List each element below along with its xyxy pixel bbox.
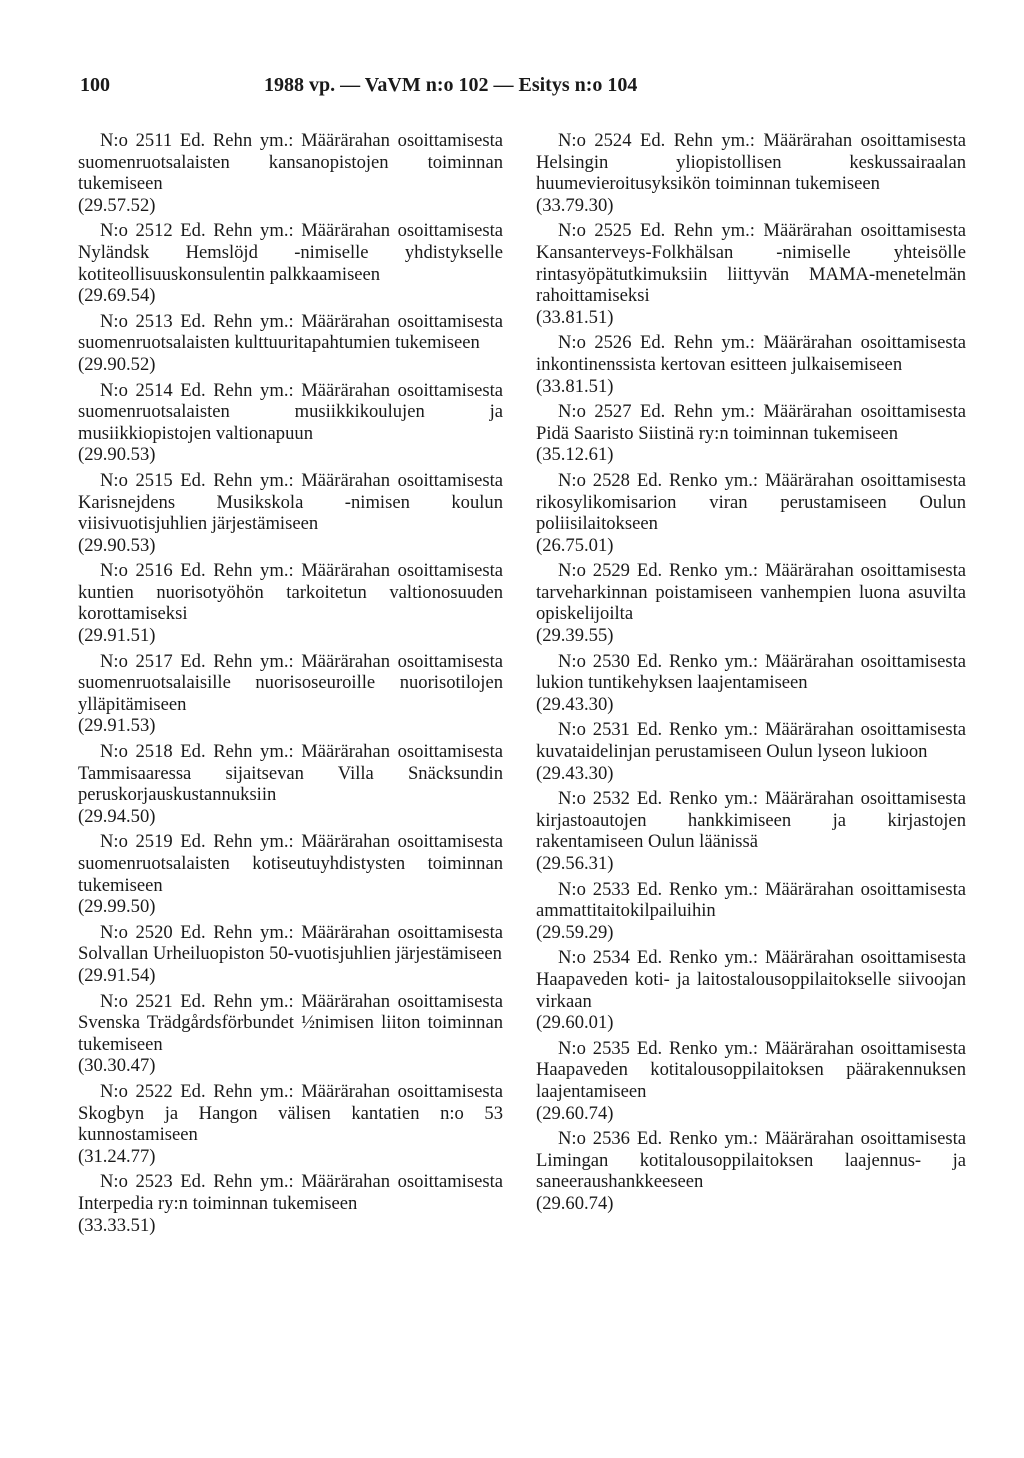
motion-title: Määrärahan osoittamisesta Haapaveden kotitalousoppilaitoksen päärakennuksen laajentamiseen <box>536 1037 966 1102</box>
motion-number: N:o 2526 Ed. Rehn ym.: <box>558 332 755 354</box>
motion-entry <box>78 560 503 646</box>
motion-entry <box>78 130 503 216</box>
budget-item-code: (29.69.54) <box>78 285 156 307</box>
page-number: 100 <box>80 74 110 96</box>
budget-item-code: (35.12.61) <box>536 444 614 466</box>
motion-number: N:o 2518 Ed. Rehn ym.: <box>100 741 294 763</box>
motion-entry <box>536 1038 966 1124</box>
motion-title: Määrärahan osoittamisesta kuvataidelinjan perustamiseen Oulun lyseon lukioon <box>536 719 966 763</box>
motion-entry <box>536 220 966 328</box>
budget-item-code: (33.79.30) <box>536 194 614 216</box>
motion-title: Määrärahan osoittamisesta Nyländsk Hemslöjd -nimiselle yhdistykselle kotiteollisuuskonsulentin palkkaamiseen <box>78 220 503 285</box>
motion-title: Määrärahan osoittamisesta suomenruotsalaisille nuorisoseuroille nuorisotilojen ylläpitämiseen <box>78 650 503 715</box>
motion-number: N:o 2512 Ed. Rehn ym.: <box>100 220 294 242</box>
budget-item-code: (29.91.54) <box>78 964 156 986</box>
motion-entry <box>78 922 503 987</box>
budget-item-code: (33.33.51) <box>78 1214 156 1236</box>
budget-item-code: (26.75.01) <box>536 534 614 556</box>
motion-number: N:o 2522 Ed. Rehn ym.: <box>100 1080 294 1102</box>
motion-entry <box>536 719 966 784</box>
budget-item-code: (29.57.52) <box>78 194 156 216</box>
motion-entry <box>536 560 966 646</box>
motion-number: N:o 2523 Ed. Rehn ym.: <box>100 1171 294 1193</box>
motion-number: N:o 2520 Ed. Rehn ym.: <box>100 921 294 943</box>
motion-title: Määrärahan osoittamisesta kuntien nuorisotyöhön tarkoitetun valtionosuuden korottamiseksi <box>78 560 503 625</box>
motion-number: N:o 2535 Ed. Renko ym.: <box>558 1037 759 1059</box>
budget-item-code: (29.91.51) <box>78 625 156 647</box>
motion-number: N:o 2524 Ed. Rehn ym.: <box>558 130 755 151</box>
budget-item-code: (29.90.52) <box>78 353 156 375</box>
motion-entry <box>78 220 503 306</box>
motion-number: N:o 2530 Ed. Renko ym.: <box>558 650 759 672</box>
motion-entry <box>536 470 966 556</box>
motion-entry <box>536 788 966 874</box>
motion-number: N:o 2527 Ed. Rehn ym.: <box>558 401 755 423</box>
motion-entry <box>78 380 503 466</box>
budget-item-code: (33.81.51) <box>536 375 614 397</box>
left-column <box>78 130 503 1240</box>
motion-title: Määrärahan osoittamisesta suomenruotsalaisten kansanopistojen toiminnan tukemiseen <box>78 130 504 195</box>
budget-item-code: (29.94.50) <box>78 805 156 827</box>
motion-entry <box>78 831 503 917</box>
budget-item-code: (31.24.77) <box>78 1145 156 1167</box>
motion-number: N:o 2528 Ed. Renko ym.: <box>558 469 759 491</box>
motion-title: Määrärahan osoittamisesta Pidä Saaristo Siistinä ry:n toiminnan tukemiseen <box>536 401 966 444</box>
budget-item-code: (29.60.74) <box>536 1192 614 1214</box>
budget-item-code: (29.43.30) <box>536 762 614 784</box>
motion-title: Määrärahan osoittamisesta kirjastoautojen hankkimiseen ja kirjastojen rakentamiseen Oulun läänissä <box>536 788 966 853</box>
budget-item-code: (33.81.51) <box>536 306 614 328</box>
motion-number: N:o 2533 Ed. Renko ym.: <box>558 878 759 900</box>
motion-number: N:o 2534 Ed. Renko ym.: <box>558 947 759 969</box>
right-column <box>536 130 966 1219</box>
budget-item-code: (30.30.47) <box>78 1055 156 1077</box>
motion-entry <box>536 401 966 466</box>
running-title: 1988 vp. — VaVM n:o 102 — Esitys n:o 104 <box>264 74 638 96</box>
motion-title: Määrärahan osoittamisesta tarveharkinnan poistamiseen vanhempien luona asuvilta opiskelijoilta <box>536 560 966 625</box>
motion-entry <box>78 1171 503 1236</box>
motion-title: Määrärahan osoittamisesta lukion tuntikehyksen laajentamiseen <box>536 650 966 694</box>
motion-entry <box>536 651 966 716</box>
motion-entry <box>536 130 966 216</box>
motion-entry <box>536 947 966 1033</box>
budget-item-code: (29.39.55) <box>536 625 614 647</box>
motion-number: N:o 2525 Ed. Rehn ym.: <box>558 220 755 242</box>
budget-item-code: (29.60.74) <box>536 1102 614 1124</box>
motion-title: Määrärahan osoittamisesta Svenska Trädgårdsförbundet ½nimisen liiton toiminnan tukemiseen <box>78 990 503 1055</box>
motion-number: N:o 2516 Ed. Rehn ym.: <box>100 560 294 582</box>
budget-item-code: (29.99.50) <box>78 896 156 918</box>
motion-entry <box>78 651 503 737</box>
motion-entry <box>78 1081 503 1167</box>
motion-title: Määrärahan osoittamisesta suomenruotsalaisten kotiseutuyhdistysten toiminnan tukemiseen <box>78 831 503 896</box>
motion-entry <box>536 879 966 944</box>
budget-item-code: (29.60.01) <box>536 1012 614 1034</box>
motion-title: Määrärahan osoittamisesta suomenruotsalaisten kulttuuritapahtumien tukemiseen <box>78 310 503 354</box>
motion-entry <box>78 741 503 827</box>
motion-number: N:o 2513 Ed. Rehn ym.: <box>100 310 294 332</box>
budget-item-code: (29.59.29) <box>536 921 614 943</box>
motion-title: Määrärahan osoittamisesta Skogbyn ja Hangon välisen kantatien n:o 53 kunnostamiseen <box>78 1080 503 1146</box>
budget-item-code: (29.90.53) <box>78 534 156 556</box>
budget-item-code: (29.43.30) <box>536 693 614 715</box>
motion-title: Määrärahan osoittamisesta inkontinenssista kertovan esitteen julkaisemiseen <box>536 332 966 375</box>
budget-item-code: (29.91.53) <box>78 715 156 737</box>
motion-number: N:o 2536 Ed. Renko ym.: <box>558 1128 759 1150</box>
motion-title: Määrärahan osoittamisesta suomenruotsalaisten musiikkikoulujen ja musiikkiopistojen valtionapuun <box>78 379 503 444</box>
motion-number: N:o 2515 Ed. Rehn ym.: <box>100 469 294 491</box>
motion-title: Määrärahan osoittamisesta Kansanterveys-Folkhälsan -nimiselle yhteisölle rintasyöpätutkimuksiin liittyvän MAMA-menetelmän rahoittamiseksi <box>536 220 966 307</box>
motion-number: N:o 2514 Ed. Rehn ym.: <box>100 379 294 401</box>
motion-entry <box>78 991 503 1077</box>
motion-title: Määrärahan osoittamisesta Tammisaaressa sijaitsevan Villa Snäcksundin peruskorjauskustannuksiin <box>78 741 503 806</box>
motion-title: Määrärahan osoittamisesta rikosylikomisarion viran perustamiseen Oulun poliisilaitokseen <box>536 469 966 535</box>
motion-title: Määrärahan osoittamisesta Interpedia ry:n toiminnan tukemiseen <box>78 1171 503 1214</box>
motion-entry <box>78 470 503 556</box>
motion-entry <box>78 311 503 376</box>
motion-entry <box>536 332 966 397</box>
motion-title: Määrärahan osoittamisesta Solvallan Urheiluopiston 50-vuotisjuhlien järjestämiseen <box>78 921 503 965</box>
motion-number: N:o 2519 Ed. Rehn ym.: <box>100 831 294 853</box>
motion-number: N:o 2511 Ed. Rehn ym.: <box>100 130 294 151</box>
motion-title: Määrärahan osoittamisesta Limingan kotitalousoppilaitoksen laajennus- ja saneeraushankkeeseen <box>536 1128 966 1193</box>
motion-entry <box>536 1128 966 1214</box>
motion-number: N:o 2517 Ed. Rehn ym.: <box>100 650 294 672</box>
motion-title: Määrärahan osoittamisesta Haapaveden koti- ja laitostalousoppilaitokselle siivoojan virkaan <box>536 947 966 1012</box>
budget-item-code: (29.90.53) <box>78 444 156 466</box>
motion-number: N:o 2521 Ed. Rehn ym.: <box>100 990 294 1012</box>
motion-number: N:o 2532 Ed. Renko ym.: <box>558 788 759 810</box>
motion-title: Määrärahan osoittamisesta Karisnejdens Musikskola -nimisen koulun viisivuotisjuhlien järjestämiseen <box>78 469 503 535</box>
motion-number: N:o 2531 Ed. Renko ym.: <box>558 719 759 741</box>
motion-title: Määrärahan osoittamisesta Helsingin yliopistollisen keskussairaalan huumevieroitusyksikön toiminnan tukemiseen <box>536 130 966 195</box>
motion-number: N:o 2529 Ed. Renko ym.: <box>558 560 759 582</box>
motion-title: Määrärahan osoittamisesta ammattitaitokilpailuihin <box>536 878 966 922</box>
budget-item-code: (29.56.31) <box>536 853 614 874</box>
